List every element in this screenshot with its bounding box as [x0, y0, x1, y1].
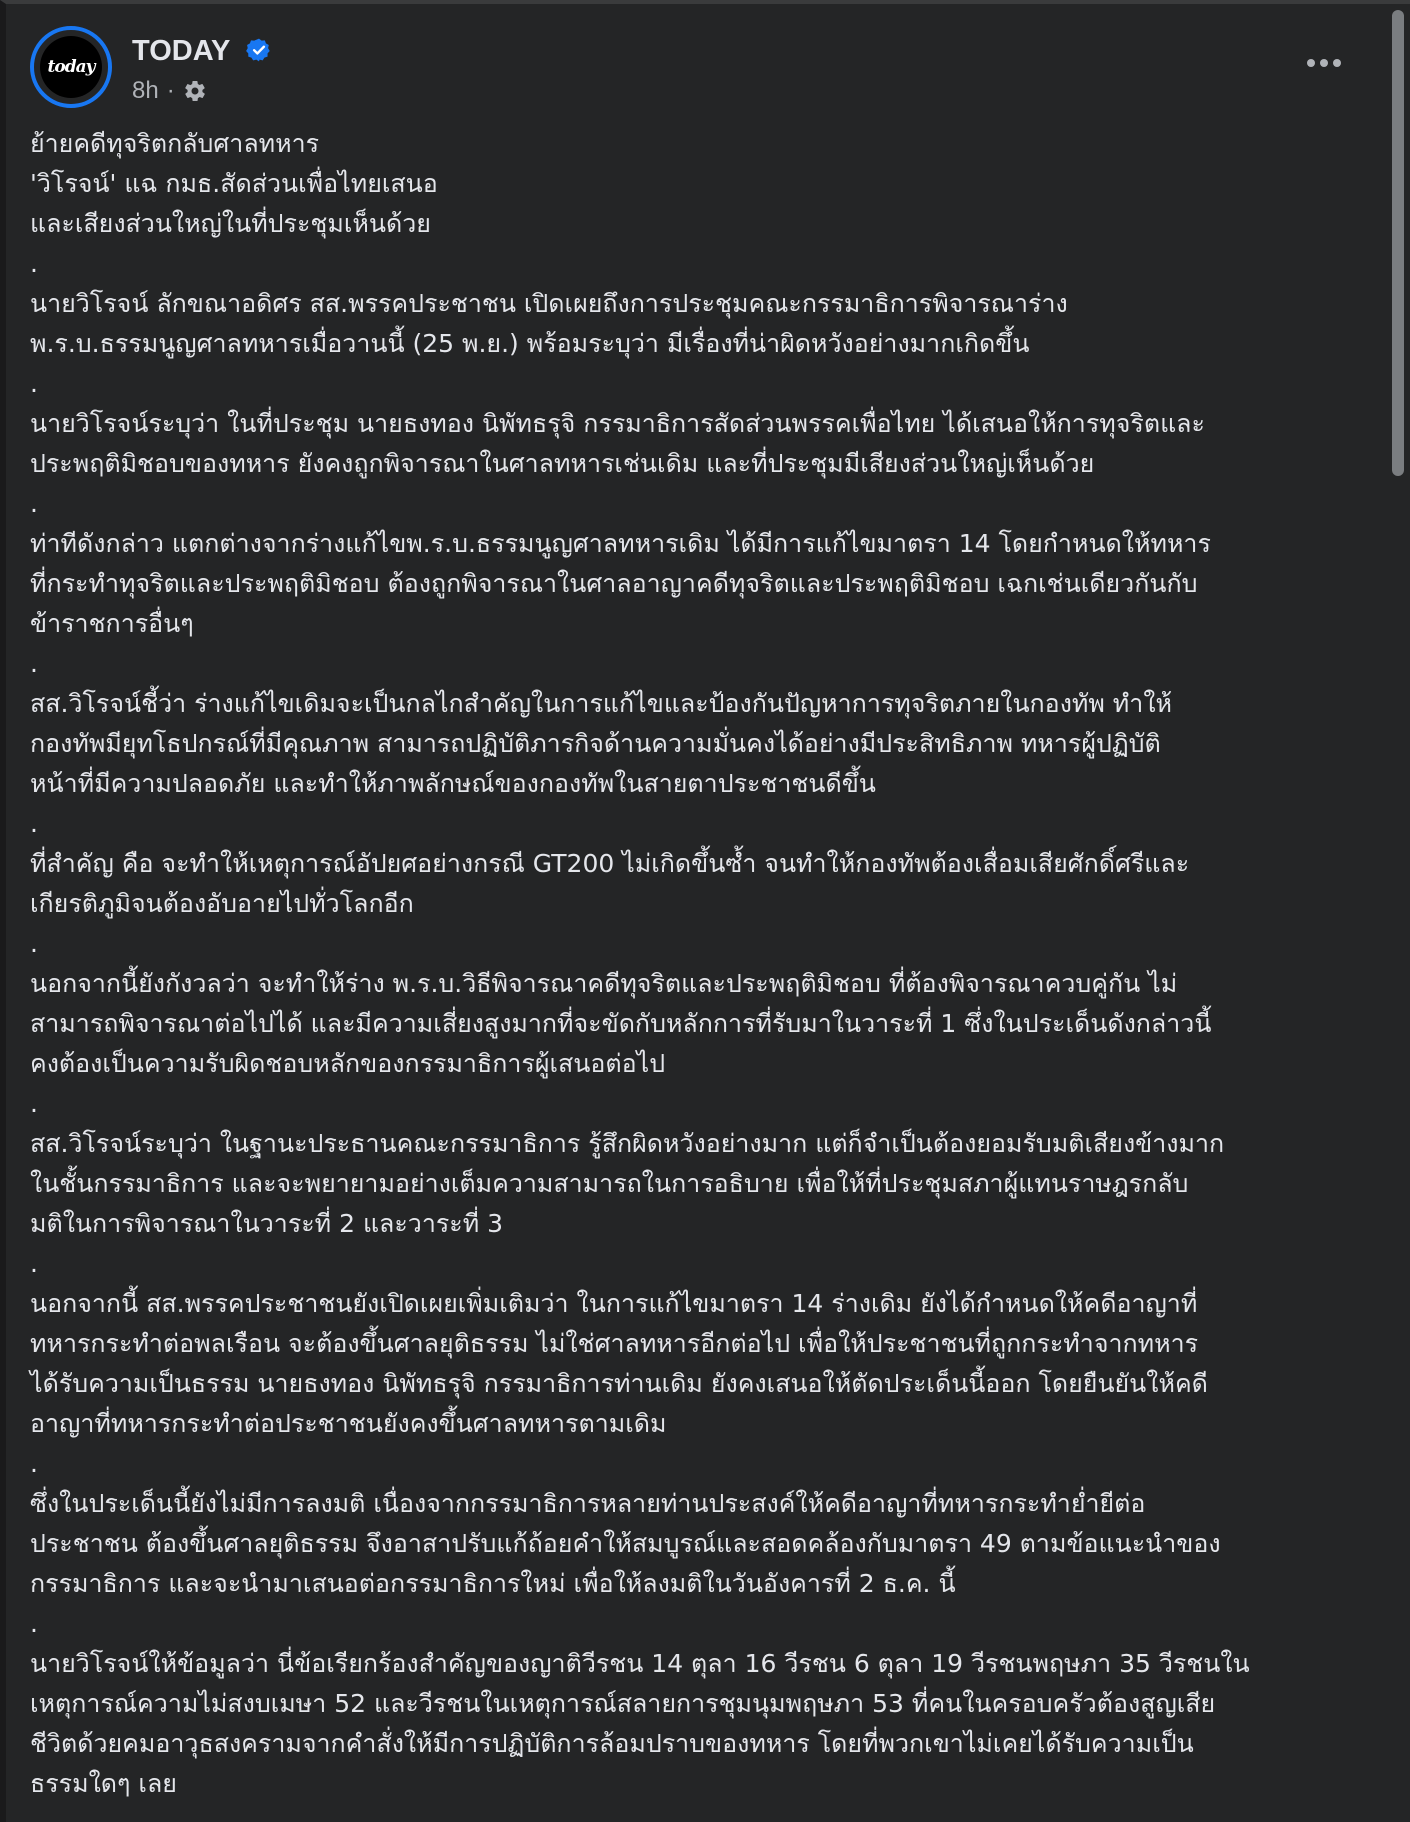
post-text-line: นอกจากนี้ยังกังวลว่า จะทำให้ร่าง พ.ร.บ.วิธีพิจารณาคดีทุจริตและประพฤติมิชอบ ที่ต้องพิจารณาควบคู่กัน ไม่ — [30, 969, 1178, 998]
meta-separator: · — [166, 77, 175, 104]
avatar[interactable] — [30, 26, 112, 108]
post-text-line: เกียรติภูมิจนต้องอับอายไปทั่วโลกอีก — [30, 889, 414, 918]
post-text-line: ที่สำคัญ คือ จะทำให้เหตุการณ์อัปยศอย่างกรณี GT200 ไม่เกิดขึ้นซ้ำ จนทำให้กองทัพต้องเสื่อมเสียศักดิ์ศรีและ — [30, 849, 1190, 878]
post-text-line: ประชาชน ต้องขึ้นศาลยุติธรรม จึงอาสาปรับแก้ถ้อยคำให้สมบูรณ์และสอดคล้องกับมาตรา 49 ตามข้อแนะนำของ — [30, 1529, 1221, 1558]
paragraph-separator: . — [30, 809, 38, 838]
post-header — [30, 26, 1360, 116]
post-text-line: ธรรมใดๆ เลย — [30, 1769, 177, 1798]
post-text-line: 'วิโรจน์' แฉ กมธ.สัดส่วนเพื่อไทยเสนอ — [30, 169, 438, 198]
post-text-line: ท่าทีดังกล่าว แตกต่างจากร่างแก้ไขพ.ร.บ.ธรรมนูญศาลทหารเดิม ได้มีการแก้ไขมาตรา 14 โดยกำหนดให้ทหาร — [30, 529, 1211, 558]
paragraph-separator: . — [30, 1249, 38, 1278]
avatar-logo: today — [40, 36, 102, 98]
post-text-line: หน้าที่มีความปลอดภัย และทำให้ภาพลักษณ์ของกองทัพในสายตาประชาชนดีขึ้น — [30, 769, 876, 798]
post-text-line: และเสียงส่วนใหญ่ในที่ประชุมเห็นด้วย — [30, 209, 431, 238]
post-text-line: ข้าราชการอื่นๆ — [30, 609, 194, 638]
more-dot — [1333, 59, 1341, 67]
paragraph-separator: . — [30, 649, 38, 678]
post-text-line: ประพฤติมิชอบของทหาร ยังคงถูกพิจารณาในศาลทหารเช่นเดิม และที่ประชุมมีเสียงส่วนใหญ่เห็นด้วย — [30, 449, 1095, 478]
post-text-line: ทหารกระทำต่อพลเรือน จะต้องขึ้นศาลยุติธรรม ไม่ใช่ศาลทหารอีกต่อไป เพื่อให้ประชาชนที่ถูกกระทำจากทหาร — [30, 1329, 1199, 1358]
post-text-line: สส.วิโรจน์ระบุว่า ในฐานะประธานคณะกรรมาธิการ รู้สึกผิดหวังอย่างมาก แต่ก็จำเป็นต้องยอมรับมติเสียงข้างมาก — [30, 1129, 1225, 1158]
post-text-line: กรรมาธิการ และจะนำมาเสนอต่อกรรมาธิการใหม่ เพื่อให้ลงมติในวันอังคารที่ 2 ธ.ค. นี้ — [30, 1569, 956, 1598]
post-text-line: อาญาที่ทหารกระทำต่อประชาชนยังคงขึ้นศาลทหารตามเดิม — [30, 1409, 667, 1438]
post-text-line: นายวิโรจน์ ลักขณาอดิศร สส.พรรคประชาชน เปิดเผยถึงการประชุมคณะกรรมาธิการพิจารณาร่าง — [30, 289, 1068, 318]
paragraph-separator: . — [30, 489, 38, 518]
post-text-line: สามารถพิจารณาต่อไปได้ และมีความเสี่ยงสูงมากที่จะขัดกับหลักการที่รับมาในวาระที่ 1 ซึ่งในประเด็นดังกล่าวนี้ — [30, 1009, 1212, 1038]
post-text — [30, 124, 1390, 1804]
paragraph-separator: . — [30, 369, 38, 398]
post-timestamp[interactable]: 8h — [132, 77, 159, 104]
paragraph-separator: . — [30, 1089, 38, 1118]
paragraph-separator: . — [30, 249, 38, 278]
paragraph-separator: . — [30, 1609, 38, 1638]
post-text-line: ที่กระทำทุจริตและประพฤติมิชอบ ต้องถูกพิจารณาในศาลอาญาคดีทุจริตและประพฤติมิชอบ เฉกเช่นเดียวกันกับ — [30, 569, 1198, 598]
post-text-line: คงต้องเป็นความรับผิดชอบหลักของกรรมาธิการผู้เสนอต่อไป — [30, 1049, 666, 1078]
verified-badge-icon — [246, 37, 272, 63]
page-name-text[interactable]: TODAY — [132, 35, 230, 67]
paragraph-separator: . — [30, 1449, 38, 1478]
scrollbar-thumb[interactable] — [1392, 10, 1404, 476]
post-text-line: มติในการพิจารณาในวาระที่ 2 และวาระที่ 3 — [30, 1209, 504, 1238]
post-text-line: นายวิโรจน์ระบุว่า ในที่ประชุม นายธงทอง นิพัทธรุจิ กรรมาธิการสัดส่วนพรรคเพื่อไทย ได้เสนอให้การทุจริตและ — [30, 409, 1205, 438]
post-text-line: พ.ร.บ.ธรรมนูญศาลทหารเมื่อวานนี้ (25 พ.ย.) พร้อมระบุว่า มีเรื่องที่น่าผิดหวังอย่างมากเกิดขึ้น — [30, 329, 1030, 358]
more-dot — [1307, 59, 1315, 67]
page-name[interactable] — [132, 34, 272, 68]
post-text-line: ชีวิตด้วยคมอาวุธสงครามจากคำสั่งให้มีการปฏิบัติการล้อมปราบของทหาร โดยที่พวกเขาไม่เคยได้รับความเป็น — [30, 1729, 1194, 1758]
post-text-line: ย้ายคดีทุจริตกลับศาลทหาร — [30, 129, 320, 158]
gear-icon[interactable] — [183, 79, 207, 103]
post-text-line: ในชั้นกรรมาธิการ และจะพยายามอย่างเต็มความสามารถในการอธิบาย เพื่อให้ที่ประชุมสภาผู้แทนราษฎรกลับ — [30, 1169, 1189, 1198]
post-text-line: เหตุการณ์ความไม่สงบเมษา 52 และวีรชนในเหตุการณ์สลายการชุมนุมพฤษภา 53 ที่คนในครอบครัวต้องสูญเสีย — [30, 1689, 1216, 1718]
post-text-line: สส.วิโรจน์ชี้ว่า ร่างแก้ไขเดิมจะเป็นกลไกสำคัญในการแก้ไขและป้องกันปัญหาการทุจริตภายในกองทัพ ทำให้ — [30, 689, 1173, 718]
post-text-line: นายวิโรจน์ให้ข้อมูลว่า นี่ข้อเรียกร้องสำคัญของญาติวีรชน 14 ตุลา 16 วีรชน 6 ตุลา 19 วีรชนพฤษภา 35 วีรชนใน — [30, 1649, 1250, 1678]
paragraph-separator: . — [30, 929, 38, 958]
post-text-line: กองทัพมียุทโธปกรณ์ที่มีคุณภาพ สามารถปฏิบัติภารกิจด้านความมั่นคงได้อย่างมีประสิทธิภาพ ทหารผู้ปฏิบัติ — [30, 729, 1161, 758]
more-options-icon[interactable] — [1302, 48, 1346, 78]
post-text-line: นอกจากนี้ สส.พรรคประชาชนยังเปิดเผยเพิ่มเติมว่า ในการแก้ไขมาตรา 14 ร่างเดิม ยังได้กำหนดให้คดีอาญาที่ — [30, 1289, 1198, 1318]
post-text-line: ซึ่งในประเด็นนี้ยังไม่มีการลงมติ เนื่องจากกรรมาธิการหลายท่านประสงค์ให้คดีอาญาที่ทหารกระทำย่ำยีต่อ — [30, 1489, 1146, 1518]
post-meta — [132, 76, 207, 106]
more-dot — [1320, 59, 1328, 67]
post-text-line: ได้รับความเป็นธรรม นายธงทอง นิพัทธรุจิ กรรมาธิการท่านเดิม ยังคงเสนอให้ตัดประเด็นนี้ออก โดยยืนยันให้คดี — [30, 1369, 1208, 1398]
